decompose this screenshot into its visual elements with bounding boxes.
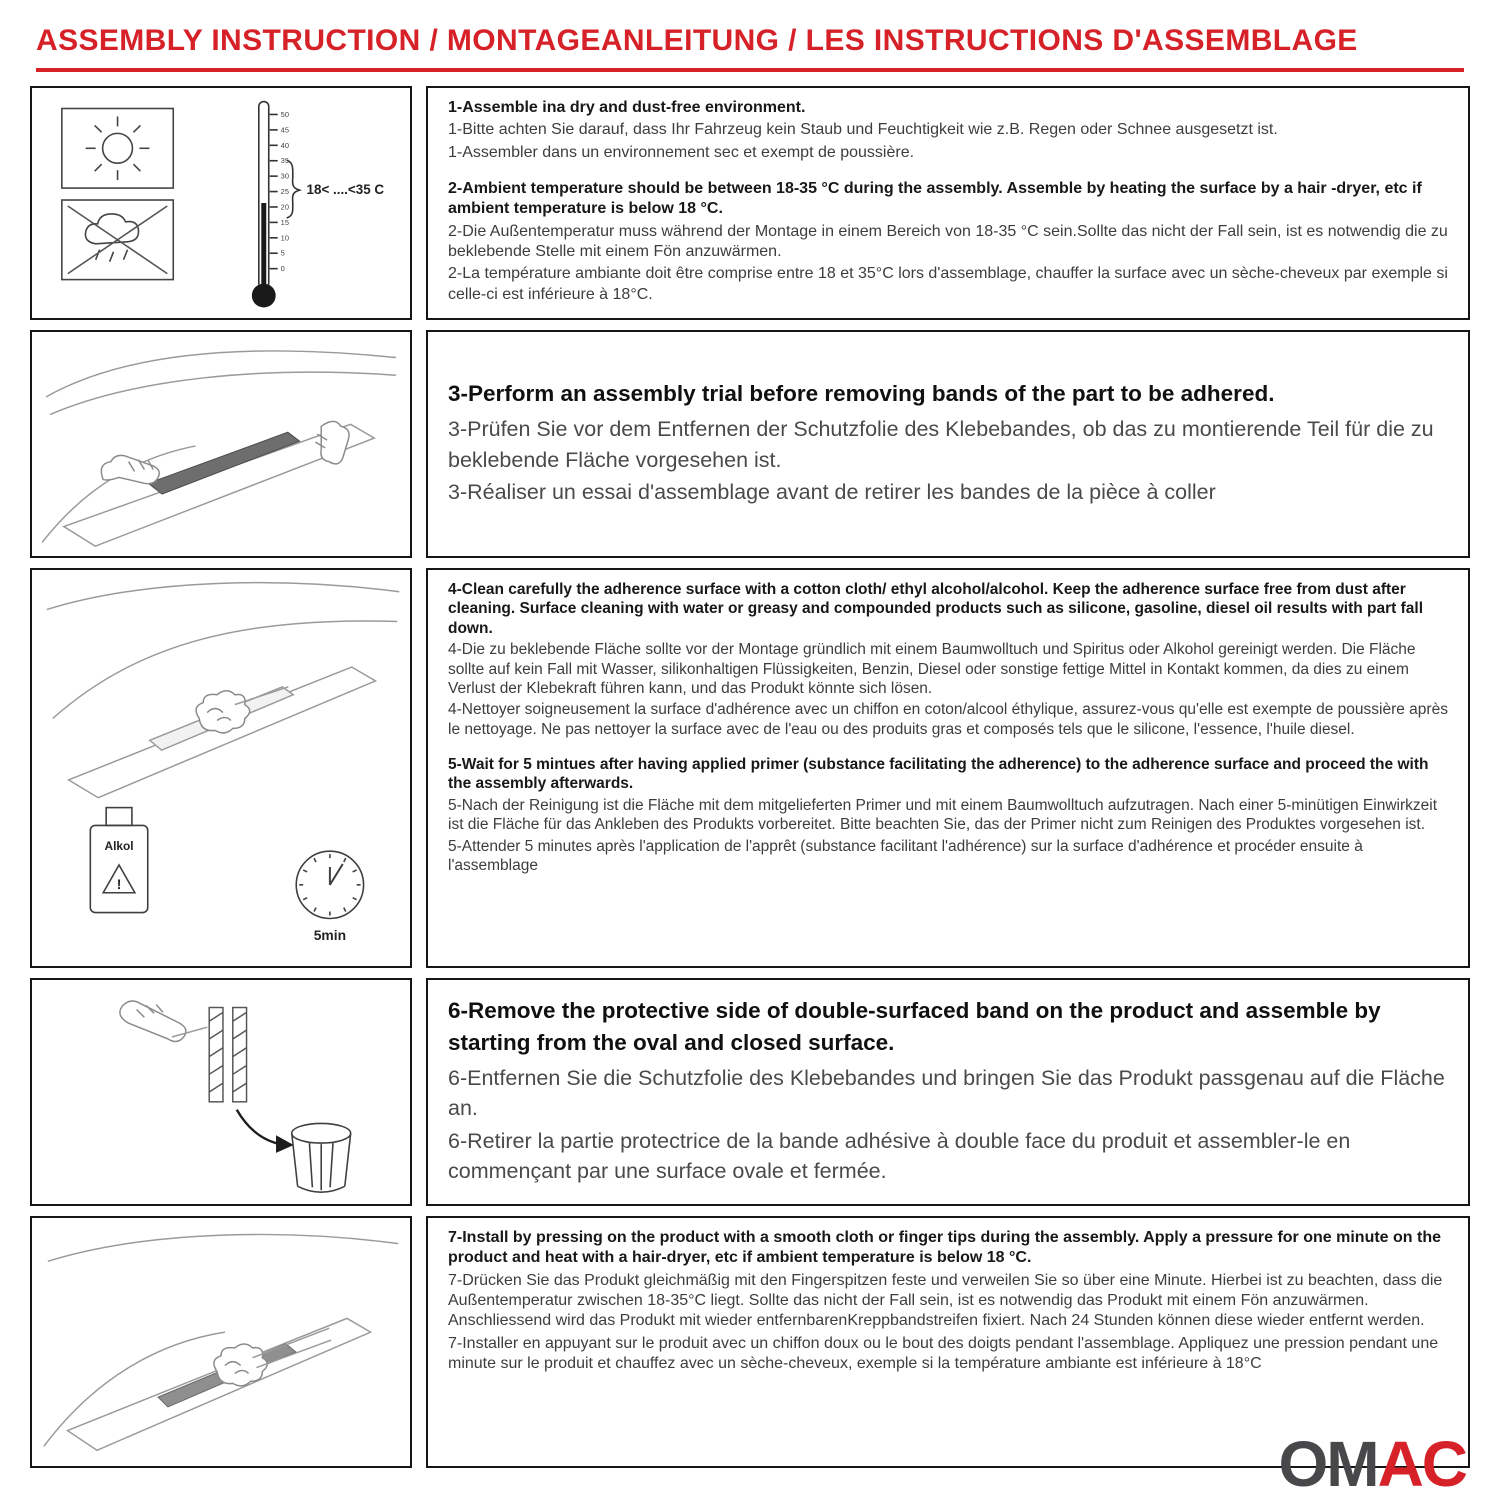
svg-text:40: 40 — [280, 140, 289, 150]
instruction-rows — [0, 86, 1500, 1468]
no-rain-icon — [62, 200, 173, 280]
section-row-1 — [30, 86, 1470, 320]
instruction-en: 2-Ambient temperature should be between 18-35 °C during the assembly. Assemble by heating the surface by a hair -dryer, etc if ambient temperature is below 18 °C. — [448, 179, 1422, 218]
illustration-climate — [30, 86, 412, 320]
instruction-de: 1-Bitte achten Sie darauf, dass Ihr Fahrzeug kein Staub und Feuchtigkeit wie z.B. Regen oder Schnee ausgesetzt ist. — [448, 121, 1278, 139]
arrow-icon — [237, 1110, 294, 1153]
clock-duration-label: 5min — [313, 927, 347, 944]
instruction-fr: 2-La température ambiante doit être comprise entre 18 et 35°C lors d'assemblage, chauffer la surface avec un sèche-cheveux par exemple si celle-ci est inférieure à 18°C. — [448, 265, 1448, 303]
omac-logo — [1278, 1428, 1466, 1500]
section-row-2 — [30, 330, 1470, 558]
instruction-de: 4-Die zu beklebende Fläche sollte vor der Montage gründlich mit einem Baumwolltuch und Spiritus oder Alkohol gereinigt werden. Die Fläche sollte auf kein Fall mit Wasser, silikonhaltigen Flüssigkeiten, Benzin, Diesel oder sonstige fettige Mittel in Kontakt kommen, da dies zu einem Verlust der Klebekraft führen kann, und das Produkt könnte sich lösen. — [448, 641, 1416, 697]
car-door-sill-drawing — [44, 1234, 398, 1450]
section-row-4 — [30, 978, 1470, 1206]
instruction-fr: 4-Nettoyer soigneusement la surface d'adhérence avec un chiffon en coton/alcool éthylique, assurez-vous qu'elle est exempte de poussière après le nettoyage. Ne pas nettoyer la surface avec de l'eau ou des produits gras et composés tels que le silicone, l'essence, l'huile diesel. — [448, 701, 1448, 738]
svg-text:30: 30 — [280, 171, 289, 181]
instruction-text-3 — [426, 568, 1470, 968]
peeling-hand-icon — [120, 1001, 207, 1041]
instruction-fr: 1-Assembler dans un environnement sec et exempt de poussière. — [448, 143, 915, 161]
svg-text:15: 15 — [280, 217, 289, 227]
alcohol-bottle-icon — [90, 808, 147, 913]
instruction-fr: 7-Installer en appuyant sur le produit avec un chiffon doux ou le bout des doigts pendant l'assemblage. Appliquez une pression pendant une minute sur le produit et chauffez avec un sèche-cheveux, exemple si la température ambiante est inférieure à 18°C — [448, 1334, 1439, 1372]
instruction-de: 5-Nach der Reinigung ist die Fläche mit dem mitgelieferten Primer und mit einem Baumwolltuch aufzutragen. Nach einer 5-minütigen Einwirkzeit ist die Fläche für das Ankleben des Produkts vorbereitet. Bitte beachten Sie, das der Primer nicht zum Reinigen des Produktes vorgesehen ist. — [448, 796, 1438, 834]
climate-illustration-svg — [32, 88, 410, 318]
temperature-range-label: 18< ....<35 C — [306, 182, 385, 198]
instruction-en: 6-Remove the protective side of double-surfaced band on the product and assemble by starting from the oval and closed surface. — [448, 998, 1381, 1055]
omac-logo-red-letters: AC — [1377, 1428, 1466, 1500]
title-rule — [36, 68, 1464, 72]
omac-logo-dark-letters: OM — [1278, 1428, 1378, 1500]
instruction-en: 4-Clean carefully the adherence surface with a cotton cloth/ ethyl alcohol/alcohol. Keep the adherence surface free from dust after cleaning. Surface cleaning with water or greasy and compounded products such as silicone, gasoline, diesel oil results with part fall down. — [448, 581, 1424, 637]
thermometer-scale-numbers — [281, 110, 289, 273]
instruction-fr: 5-Attender 5 minutes après l'application de l'apprêt (substance facilitant l'adhérence) sur la surface d'adhérence et procéder ensuite à l'assemblage — [448, 837, 1363, 874]
clock-icon — [296, 851, 363, 918]
instruction-de: 6-Entfernen Sie die Schutzfolie des Klebebandes und bringen Sie das Produkt passgenau auf die Fläche an. — [448, 1065, 1445, 1121]
illustration-cleaning-primer — [30, 568, 412, 968]
svg-text:45: 45 — [280, 125, 289, 135]
svg-text:0: 0 — [280, 264, 285, 274]
section-row-3 — [30, 568, 1470, 968]
car-door-sill-drawing — [47, 583, 399, 798]
assembly-trial-svg — [32, 332, 410, 556]
illustration-remove-band — [30, 978, 412, 1206]
right-hand-icon — [315, 421, 349, 463]
illustration-assembly-trial — [30, 330, 412, 558]
instruction-en: 3-Perform an assembly trial before removing bands of the part to be adhered. — [448, 381, 1275, 407]
svg-text:10: 10 — [280, 233, 289, 243]
page-title: ASSEMBLY INSTRUCTION / MONTAGEANLEITUNG / LES INSTRUCTIONS D'ASSEMBLAGE — [36, 24, 1358, 57]
instruction-text-1 — [426, 86, 1470, 320]
cleaning-primer-svg — [32, 570, 410, 966]
instruction-de: 3-Prüfen Sie vor dem Entfernen der Schutzfolie des Klebebandes, ob das zu montierende Teil für die zu beklebende Fläche vorgesehen ist. — [448, 417, 1434, 472]
svg-text:50: 50 — [280, 109, 289, 119]
instruction-fr: 3-Réaliser un essai d'assemblage avant de retirer les bandes de la pièce à coller — [448, 480, 1216, 505]
instruction-en: 5-Wait for 5 mintues after having applied primer (substance facilitating the adherence) to the adherence surface and proceed the with the assembly afterwards. — [448, 756, 1429, 793]
thermometer-icon — [252, 102, 300, 308]
adhesive-strips-icon — [209, 1008, 246, 1102]
press-product-svg — [32, 1218, 410, 1466]
instruction-text-4 — [426, 978, 1470, 1206]
instruction-en: 7-Install by pressing on the product with a smooth cloth or finger tips during the assembly. Apply a pressure for one minute on the product and heat with a hair-dryer, etc if ambient temperature is below 18 °C. — [448, 1229, 1441, 1267]
trash-can-icon — [292, 1123, 351, 1192]
instruction-de: 2-Die Außentemperatur muss während der Montage in einem Bereich von 18-35 °C sein.Sollte das nicht der Fall sein, ist es notwendig die zu beklebende Stelle mit einem Fön anzuwärmen. — [448, 222, 1448, 260]
instruction-de: 7-Drücken Sie das Produkt gleichmäßig mit den Fingerspitzen feste und verweilen Sie so über eine Minute. Hierbei ist zu beachten, dass die Außentemperatur zwischen 18-35°C liegt. Sollte das nicht der Fall sein, ist es notwendig das Produkt mit einem Fön anzuwärmen. Anschliessend wird das Produkt mit wieder entfernbarenKreppbandstreifen fixiert. Nach 24 Stunden können diese wieder entfernt werden. — [448, 1271, 1443, 1330]
bottle-label: Alkol — [104, 839, 134, 854]
svg-text:!: ! — [116, 875, 122, 892]
svg-text:20: 20 — [280, 202, 289, 212]
instruction-en: 1-Assemble ina dry and dust-free environment. — [448, 99, 806, 116]
section-row-5 — [30, 1216, 1470, 1468]
page-header — [0, 0, 1500, 58]
instruction-fr: 6-Retirer la partie protectrice de la bande adhésive à double face du produit et assembler-le en commençant par une surface ovale et fermée. — [448, 1128, 1351, 1184]
instruction-text-2 — [426, 330, 1470, 558]
warning-triangle-icon — [103, 865, 135, 893]
svg-text:25: 25 — [280, 187, 289, 197]
svg-text:35: 35 — [280, 156, 289, 166]
trim-strip — [148, 432, 299, 494]
remove-band-svg — [32, 980, 410, 1204]
illustration-press-product — [30, 1216, 412, 1468]
sun-icon — [62, 109, 173, 189]
svg-text:5: 5 — [280, 248, 285, 258]
